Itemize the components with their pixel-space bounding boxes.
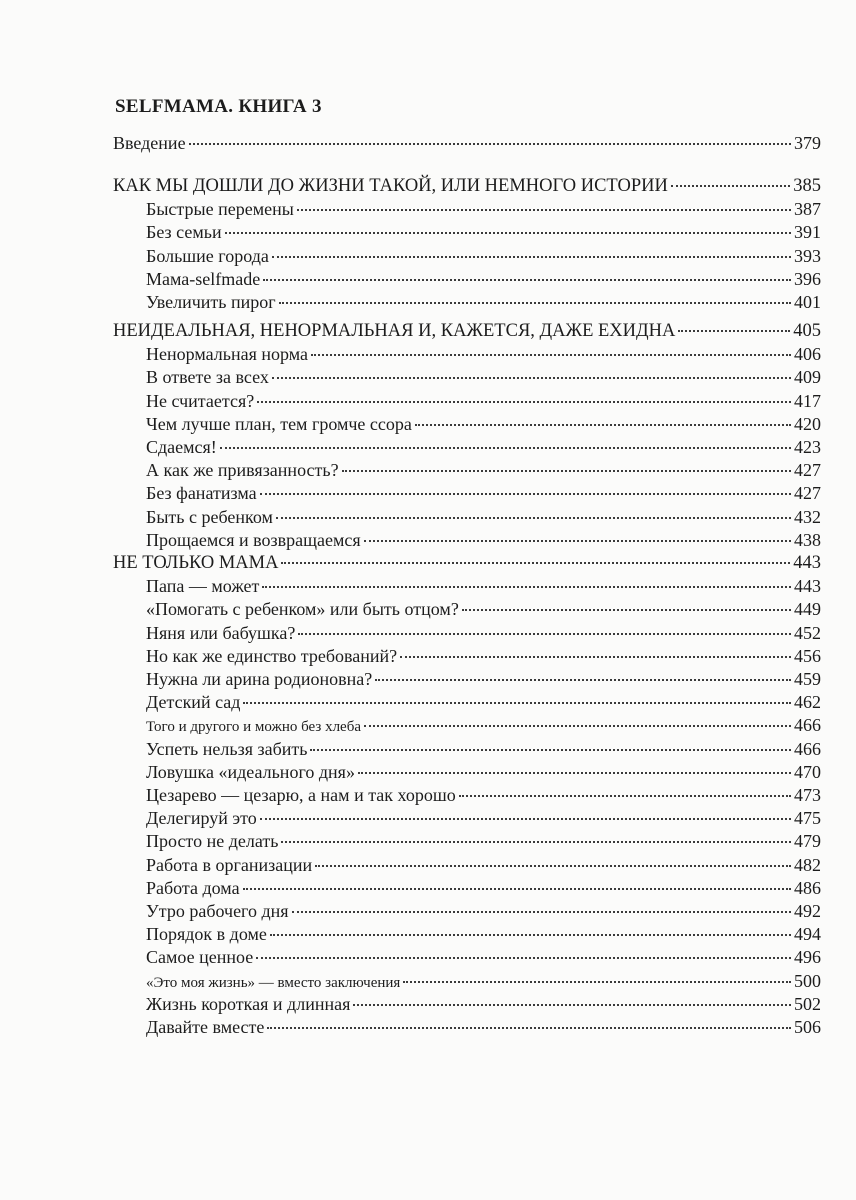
dot-leader (260, 493, 791, 495)
toc-entry[interactable] (113, 924, 821, 947)
toc-entry-title: КАК МЫ ДОШЛИ ДО ЖИЗНИ ТАКОЙ, ИЛИ НЕМНОГО ИСТОРИИ (113, 176, 668, 196)
toc-entry-page-number: 409 (794, 367, 821, 387)
dot-leader (292, 911, 791, 913)
toc-entry-page-number: 405 (793, 321, 821, 341)
toc-entry-title: «Помогать с ребенком» или быть отцом? (146, 599, 459, 619)
toc-entry-page-number: 379 (794, 133, 821, 153)
toc-entry-title: «Это моя жизнь» — вместо заключения (146, 975, 401, 991)
toc-entry-title: Цезарево — цезарю, а нам и так хорошо (146, 785, 456, 805)
toc-entry-page-number: 452 (794, 623, 821, 643)
toc-entry-title: НЕ ТОЛЬКО МАМА (113, 553, 279, 573)
dot-leader (310, 749, 791, 751)
dot-leader (342, 470, 791, 472)
toc-entry[interactable] (113, 901, 821, 924)
toc-entry-page-number: 443 (793, 553, 821, 573)
toc-entry[interactable] (113, 246, 821, 269)
toc-entry[interactable] (113, 292, 821, 315)
dot-leader (257, 401, 791, 403)
toc-entry[interactable] (113, 623, 821, 646)
toc-entry[interactable] (113, 576, 821, 599)
toc-entry[interactable] (113, 483, 821, 506)
toc-entry-page-number: 427 (794, 483, 821, 503)
toc-entry-page-number: 456 (794, 646, 821, 666)
toc-entry-page-number: 462 (794, 692, 821, 712)
toc-entry-title: Порядок в доме (146, 924, 267, 944)
toc-entry[interactable] (113, 947, 821, 970)
toc-chapter-entry[interactable] (113, 553, 821, 576)
dot-leader (281, 562, 790, 564)
toc-entry[interactable] (113, 971, 821, 994)
toc-entry-title: Давайте вместе (146, 1017, 265, 1037)
toc-entry[interactable] (113, 530, 821, 553)
dot-leader (267, 1027, 791, 1029)
dot-leader (311, 354, 791, 356)
dot-leader (364, 725, 791, 727)
toc-entry-page-number: 443 (794, 576, 821, 596)
toc-entry-title: Но как же единство требований? (146, 646, 398, 666)
toc-entry[interactable] (113, 222, 821, 245)
toc-entry-page-number: 387 (794, 199, 821, 219)
page-heading: SELFMAMA. КНИГА 3 (115, 96, 322, 117)
dot-leader (243, 888, 791, 890)
toc-entry-title: Детский сад (146, 692, 241, 712)
toc-entry-page-number: 449 (794, 599, 821, 619)
toc-entry[interactable] (113, 692, 821, 715)
dot-leader (270, 934, 791, 936)
toc-entry-title: Большие города (146, 246, 269, 266)
toc-entry-title: Жизнь короткая и длинная (146, 994, 351, 1014)
toc-entry-title: Мама-selfmade (146, 269, 261, 289)
toc-entry-title: Без фанатизма (146, 483, 257, 503)
toc-entry[interactable] (113, 669, 821, 692)
dot-leader (256, 957, 791, 959)
toc-entry[interactable] (113, 646, 821, 669)
toc-entry-page-number: 473 (794, 785, 821, 805)
dot-leader (403, 981, 791, 983)
toc-entry-page-number: 459 (794, 669, 821, 689)
toc-entry-title: Работа в организации (146, 855, 313, 875)
dot-leader (375, 679, 791, 681)
toc-entry-title: Не считается? (146, 391, 255, 411)
toc-entry-title: Быть с ребенком (146, 507, 273, 527)
toc-entry[interactable] (113, 1017, 821, 1040)
dot-leader (272, 377, 791, 379)
dot-leader (400, 656, 791, 658)
toc-entry-page-number: 496 (794, 947, 821, 967)
toc-entry-title: Того и другого и можно без хлеба (146, 719, 362, 735)
toc-entry-page-number: 420 (794, 414, 821, 434)
toc-entry-page-number: 466 (794, 739, 821, 759)
toc-entry-page-number: 470 (794, 762, 821, 782)
toc-entry-title: В ответе за всех (146, 367, 269, 387)
dot-leader (459, 795, 791, 797)
toc-entry-page-number: 482 (794, 855, 821, 875)
toc-entry-title: Ловушка «идеального дня» (146, 762, 355, 782)
toc-entry[interactable] (113, 762, 821, 785)
toc-entry-title: Самое ценное (146, 947, 254, 967)
toc-entry[interactable] (113, 269, 821, 292)
toc-entry-title: Няня или бабушка? (146, 623, 296, 643)
toc-entry-page-number: 506 (794, 1017, 821, 1037)
toc-entry-page-number: 427 (794, 460, 821, 480)
toc-entry-title: Делегируй это (146, 808, 257, 828)
toc-entry-page-number: 417 (794, 391, 821, 411)
dot-leader (243, 702, 791, 704)
toc-entry-page-number: 406 (794, 344, 821, 364)
toc-entry[interactable] (113, 831, 821, 854)
toc-entry-page-number: 385 (793, 176, 821, 196)
toc-entry-page-number: 423 (794, 437, 821, 457)
toc-chapter-entry[interactable] (113, 176, 821, 199)
toc-entry[interactable] (113, 808, 821, 831)
toc-entry-page-number: 500 (794, 971, 821, 991)
toc-entry-page-number: 391 (794, 222, 821, 242)
dot-leader (225, 232, 791, 234)
dot-leader (263, 279, 791, 281)
toc-chapter-entry[interactable] (113, 321, 821, 344)
dot-leader (262, 586, 791, 588)
dot-leader (462, 609, 791, 611)
toc-entry[interactable] (113, 199, 821, 222)
toc-entry-page-number: 502 (794, 994, 821, 1014)
toc-entry[interactable] (113, 507, 821, 530)
dot-leader (298, 633, 791, 635)
dot-leader (353, 1004, 791, 1006)
toc-entry-title: Просто не делать (146, 831, 279, 851)
toc-entry-title: Успеть нельзя забить (146, 739, 308, 759)
toc-entry-title: А как же привязанность? (146, 460, 339, 480)
toc-entry[interactable] (113, 437, 821, 460)
toc-entry[interactable] (113, 715, 821, 738)
toc-entry-title: НЕИДЕАЛЬНАЯ, НЕНОРМАЛЬНАЯ И, КАЖЕТСЯ, ДАЖЕ ЕХИДНА (113, 321, 676, 341)
toc-entry[interactable] (113, 344, 821, 367)
toc-entry[interactable] (113, 414, 821, 437)
toc-entry-title: Введение (113, 133, 186, 153)
dot-leader (678, 330, 790, 332)
dot-leader (281, 841, 791, 843)
toc-entry[interactable] (113, 133, 821, 156)
dot-leader (358, 772, 791, 774)
toc-entry-page-number: 466 (794, 715, 821, 735)
toc-entry-page-number: 432 (794, 507, 821, 527)
dot-leader (189, 143, 791, 145)
dot-leader (415, 424, 791, 426)
toc-entry-title: Быстрые перемены (146, 199, 294, 219)
dot-leader (364, 540, 791, 542)
dot-leader (671, 185, 790, 187)
dot-leader (220, 447, 791, 449)
toc-entry[interactable] (113, 460, 821, 483)
toc-entry[interactable] (113, 878, 821, 901)
toc-entry-page-number: 438 (794, 530, 821, 550)
dot-leader (315, 865, 791, 867)
toc-entry-title: Увеличить пирог (146, 292, 276, 312)
toc-entry-page-number: 475 (794, 808, 821, 828)
toc-entry-page-number: 492 (794, 901, 821, 921)
toc-entry[interactable] (113, 785, 821, 808)
toc-entry-title: Без семьи (146, 222, 222, 242)
dot-leader (279, 302, 791, 304)
dot-leader (260, 818, 791, 820)
toc-entry-title: Прощаемся и возвращаемся (146, 530, 361, 550)
toc-entry[interactable] (113, 739, 821, 762)
dot-leader (297, 209, 791, 211)
toc-entry[interactable] (113, 599, 821, 622)
toc-entry-title: Нужна ли арина родионовна? (146, 669, 373, 689)
toc-entry-title: Утро рабочего дня (146, 901, 289, 921)
toc-entry-page-number: 393 (794, 246, 821, 266)
toc-entry-title: Папа — может (146, 576, 260, 596)
toc-entry-title: Сдаемся! (146, 437, 217, 457)
toc-entry[interactable] (113, 855, 821, 878)
toc-entry-page-number: 494 (794, 924, 821, 944)
toc-entry[interactable] (113, 367, 821, 390)
toc-entry-title: Работа дома (146, 878, 240, 898)
dot-leader (276, 517, 791, 519)
toc-entry-title: Чем лучше план, тем громче ссора (146, 414, 412, 434)
toc-entry-page-number: 479 (794, 831, 821, 851)
toc-entry[interactable] (113, 391, 821, 414)
toc-entry-title: Ненормальная норма (146, 344, 308, 364)
toc-entry-page-number: 401 (794, 292, 821, 312)
toc-entry-page-number: 486 (794, 878, 821, 898)
toc-entry[interactable] (113, 994, 821, 1017)
dot-leader (272, 256, 791, 258)
toc-entry-page-number: 396 (794, 269, 821, 289)
